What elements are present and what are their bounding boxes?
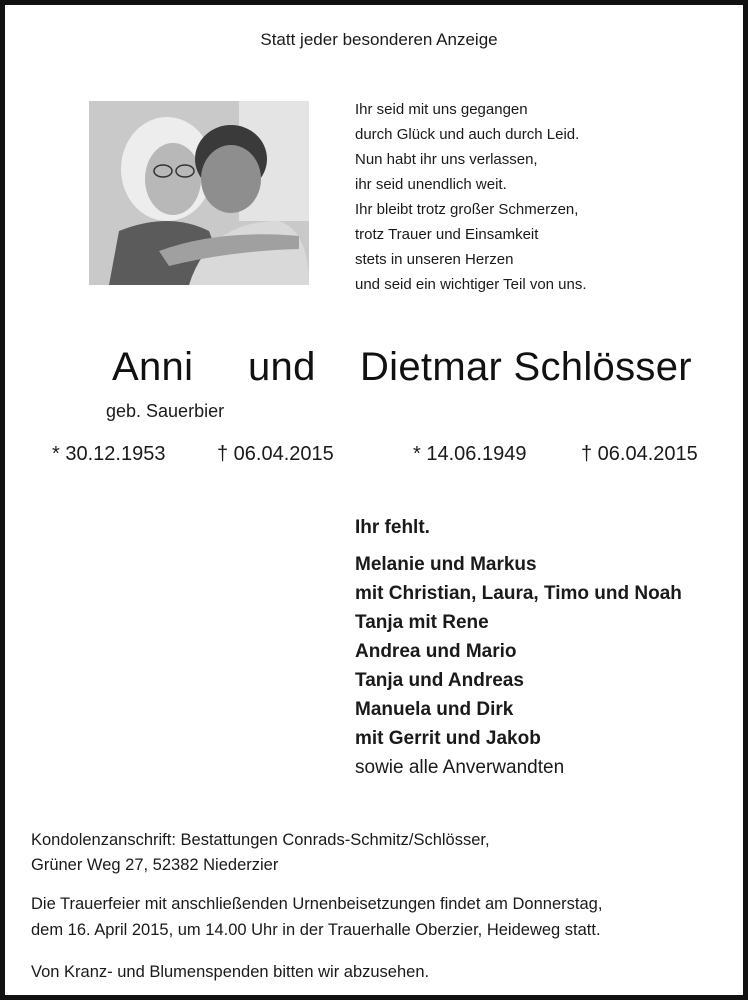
flowers-request: Von Kranz- und Blumenspenden bitten wir abzusehen. bbox=[31, 963, 430, 981]
poem-line: trotz Trauer und Einsamkeit bbox=[355, 226, 539, 243]
notice-header: Statt jeder besonderen Anzeige bbox=[260, 30, 498, 49]
mourner-line: Melanie und Markus bbox=[355, 554, 537, 575]
condolence-address-line: Kondolenzanschrift: Bestattungen Conrads-Schmitz/Schlösser, bbox=[31, 831, 490, 849]
second-deceased-name: Dietmar Schlösser bbox=[360, 345, 692, 389]
poem-line: Nun habt ihr uns verlassen, bbox=[355, 151, 538, 168]
mourner-line: Tanja und Andreas bbox=[355, 670, 524, 691]
names-conjunction: und bbox=[248, 345, 316, 389]
anni-birth-date: * 30.12.1953 bbox=[52, 443, 166, 465]
poem-line: durch Glück und auch durch Leid. bbox=[355, 126, 580, 143]
mourners-intro: Ihr fehlt. bbox=[355, 517, 430, 538]
mourner-line: mit Gerrit und Jakob bbox=[355, 728, 541, 749]
ceremony-info-line: Die Trauerfeier mit anschließenden Urnenbeisetzungen findet am Donnerstag, bbox=[31, 895, 603, 913]
poem-line: Ihr bleibt trotz großer Schmerzen, bbox=[355, 201, 579, 218]
mourner-line: Manuela und Dirk bbox=[355, 699, 514, 720]
poem-line: stets in unseren Herzen bbox=[355, 251, 514, 268]
mourner-line: Tanja mit Rene bbox=[355, 612, 489, 633]
mourner-line: mit Christian, Laura, Timo und Noah bbox=[355, 583, 682, 604]
anni-death-date: † 06.04.2015 bbox=[217, 443, 334, 465]
maiden-name: geb. Sauerbier bbox=[106, 401, 225, 421]
dietmar-birth-date: * 14.06.1949 bbox=[413, 443, 527, 465]
mourners-closing: sowie alle Anverwandten bbox=[355, 757, 565, 778]
dietmar-death-date: † 06.04.2015 bbox=[581, 443, 698, 465]
couple-photo-icon bbox=[89, 101, 309, 285]
mourner-line: Andrea und Mario bbox=[355, 641, 517, 662]
first-deceased-name: Anni bbox=[112, 345, 194, 389]
poem-line: ihr seid unendlich weit. bbox=[355, 176, 507, 193]
ceremony-info-line: dem 16. April 2015, um 14.00 Uhr in der Trauerhalle Oberzier, Heideweg statt. bbox=[31, 921, 601, 939]
poem bbox=[355, 97, 587, 297]
poem-line: Ihr seid mit uns gegangen bbox=[355, 101, 528, 118]
condolence-address-line: Grüner Weg 27, 52382 Niederzier bbox=[31, 856, 279, 874]
mourners-list bbox=[355, 513, 682, 782]
poem-line: und seid ein wichtiger Teil von uns. bbox=[355, 276, 587, 293]
